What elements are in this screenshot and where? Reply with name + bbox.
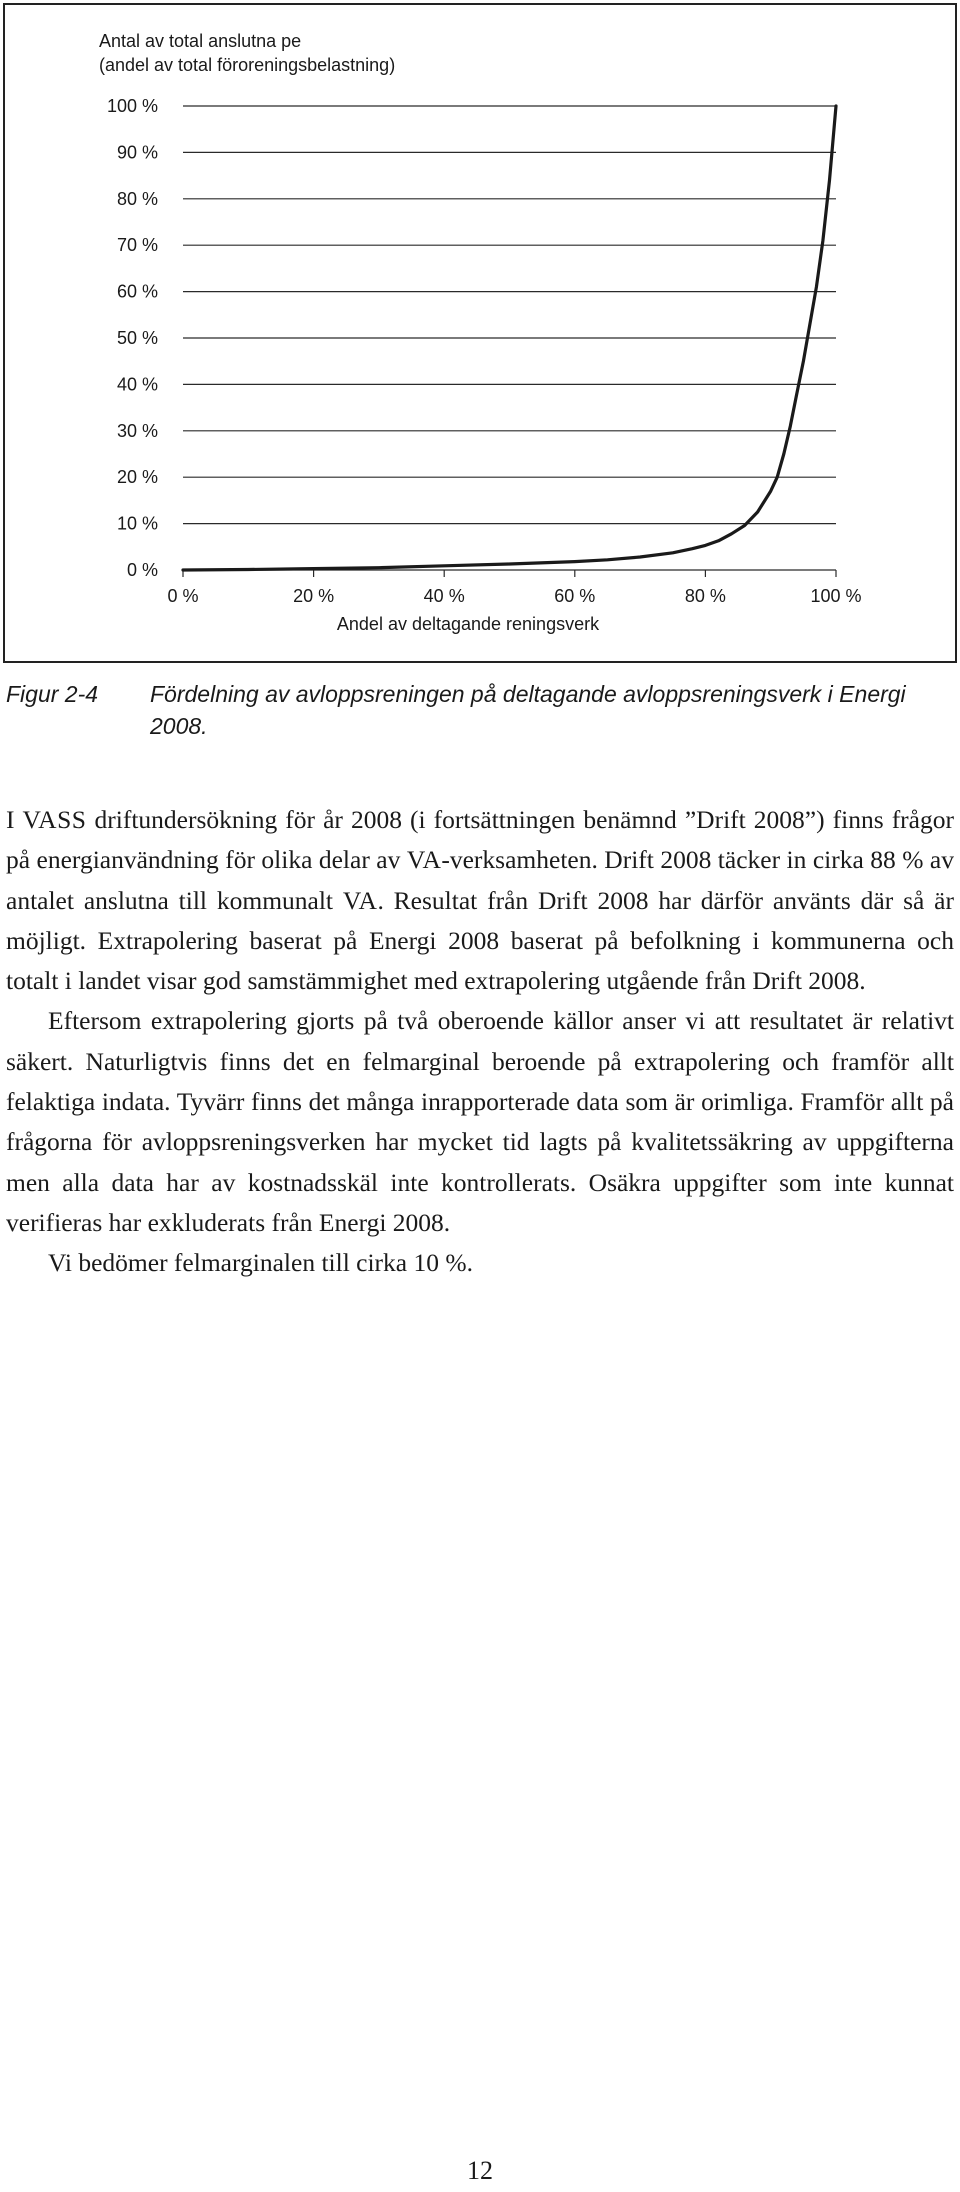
p1-va-2: VA bbox=[342, 885, 378, 915]
p1-part-d: . Resultat från Drift 2008 har därför använts där så är möjligt. Extrapolering baserat på Energi 2008 baserat på befolkning i kommunerna och totalt i landet visar god samstämmighet med extrapolering utgående från Drift 2008. bbox=[6, 885, 954, 996]
line-chart bbox=[5, 5, 955, 661]
y-tick-label: 0 % bbox=[126, 560, 158, 580]
x-axis-title: Andel av deltagande reningsverk bbox=[336, 614, 600, 634]
figure-number: Figur 2-4 bbox=[6, 681, 99, 707]
y-tick-label: 70 % bbox=[116, 235, 158, 256]
y-tick-label: 10 % bbox=[116, 513, 158, 534]
y-tick-label: 60 % bbox=[116, 281, 158, 302]
body-text bbox=[6, 800, 954, 1284]
grid-lines bbox=[183, 106, 836, 577]
y-tick-label: 30 % bbox=[116, 420, 158, 441]
chart-frame bbox=[3, 3, 957, 663]
x-tick-label: 40 % bbox=[423, 586, 465, 606]
y-tick-label: 100 % bbox=[106, 96, 158, 116]
p1-vass: VASS bbox=[22, 805, 87, 834]
y-tick-label: 80 % bbox=[116, 188, 158, 209]
figure-caption-text: Fördelning av avloppsreningen på deltagande avloppsreningsverk i Energi 2008. bbox=[150, 681, 906, 739]
y-axis-title-line2: (andel av total föroreningsbelastning) bbox=[99, 55, 396, 75]
y-tick-label: 90 % bbox=[116, 142, 158, 163]
tick-labels bbox=[107, 96, 862, 606]
x-tick-label: 80 % bbox=[684, 586, 726, 606]
paragraph-1 bbox=[6, 800, 954, 1001]
paragraph-2: Eftersom extrapolering gjorts på två oberoende källor anser vi att resultatet är relativt säkert. Naturligtvis finns det en felmarginal beroende på extrapolering och framför allt felaktiga indata. Tyvärr finns det många inrapporterade data som är orimliga. Framför allt på frågorna för avloppsreningsverken har mycket tid lagts på kvalitetssäkring av uppgifterna men alla data har av kostnadsskäl inte kontrollerats. Osäkra uppgifter som inte kunnat verifieras har exkluderats från Energi 2008. bbox=[6, 1006, 954, 1237]
x-tick-label: 0 % bbox=[167, 586, 199, 606]
p1-part-b: driftundersökning för år 2008 (i fortsättningen benämnd ”Drift 2008”) finns frågor på energianvändning för olika delar av bbox=[6, 805, 954, 875]
y-axis-title: Antal av total anslutna pe bbox=[99, 31, 302, 51]
p1-va-1: VA bbox=[406, 845, 442, 875]
y-tick-label: 40 % bbox=[116, 374, 158, 395]
x-tick-label: 60 % bbox=[554, 586, 596, 606]
page-number: 12 bbox=[467, 2156, 493, 2185]
y-tick-label: 50 % bbox=[116, 328, 158, 348]
x-tick-label: 20 % bbox=[293, 586, 335, 606]
p1-part-c: -verksamheten. Drift 2008 täcker in cirka 88 % av antalet anslutna till kommunalt bbox=[6, 845, 955, 915]
paragraph-3: Vi bedömer felmarginalen till cirka 10 %. bbox=[48, 1248, 473, 1278]
y-tick-label: 20 % bbox=[116, 467, 158, 488]
p1-part-a: I bbox=[6, 805, 23, 834]
x-tick-label: 100 % bbox=[810, 586, 862, 606]
